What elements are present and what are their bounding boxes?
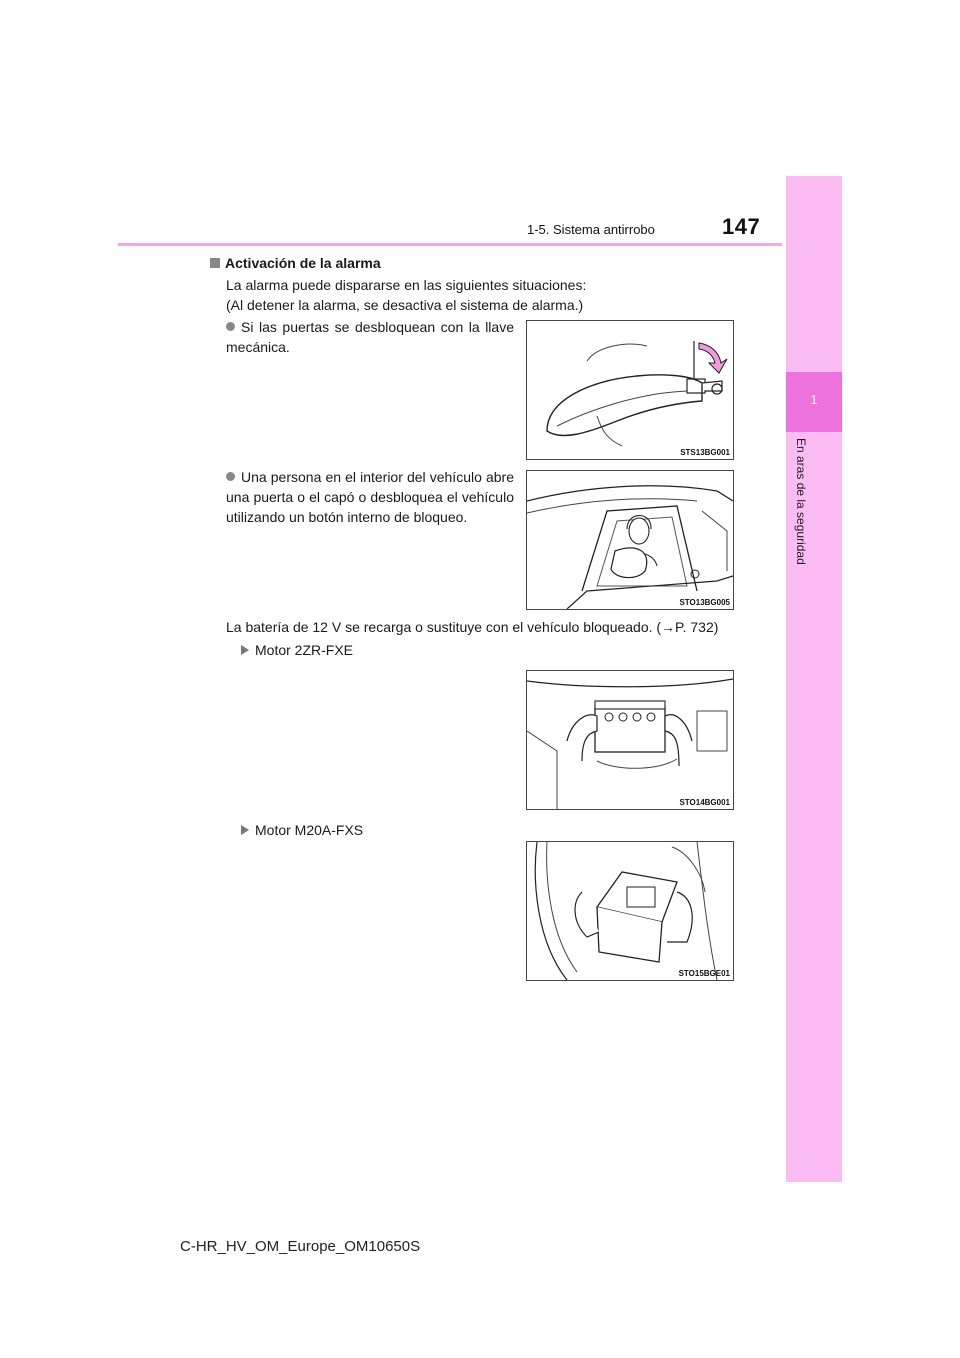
figure-battery-2zr (526, 670, 734, 810)
footer-document-code: C-HR_HV_OM_Europe_OM10650S (180, 1238, 421, 1255)
figure-caption: STS13BG001 (680, 448, 730, 457)
figure-door-handle-key (526, 320, 734, 460)
header-rule (118, 243, 782, 246)
alarm-activation-heading: Activación de la alarma (210, 253, 381, 273)
figure-caption: STO15BGE01 (678, 969, 730, 978)
triangle-bullet-icon (241, 645, 249, 655)
circle-bullet-icon (226, 322, 235, 331)
circle-bullet-icon (226, 472, 235, 481)
figure-person-in-vehicle (526, 470, 734, 610)
chapter-side-tab (786, 176, 842, 1182)
bullet-battery: La batería de 12 V se recarga o sustituye con el vehículo bloqueado. (→P. 732) (226, 619, 719, 635)
page-number: 147 (722, 214, 761, 239)
sub-item-2zr: Motor 2ZR-FXE (241, 640, 353, 660)
vehicle-interior-illustration (527, 471, 733, 609)
chapter-title: En aras de la seguridad (794, 438, 808, 565)
door-handle-illustration (527, 321, 733, 459)
bullet-interior-unlock: Una persona en el interior del vehículo abre una puerta o el capó o desbloquea el vehículo utilizando un botón interno de bloqueo. (226, 469, 514, 525)
chapter-number: 1 (810, 392, 818, 407)
bullet-mechanical-key: Si las puertas se desbloquean con la llave mecánica. (226, 319, 514, 355)
figure-caption: STO14BG001 (679, 798, 730, 807)
battery-illustration (527, 842, 733, 980)
intro-paragraph: La alarma puede dispararse en las siguientes situaciones: (Al detener la alarma, se desactiva el sistema de alarma.) (226, 277, 587, 313)
figure-caption: STO13BG005 (679, 598, 730, 607)
sub-item-m20a: Motor M20A-FXS (241, 820, 363, 840)
section-title: 1-5. Sistema antirrobo (527, 222, 655, 237)
square-bullet-icon (210, 258, 220, 268)
triangle-bullet-icon (241, 825, 249, 835)
figure-battery-m20a (526, 841, 734, 981)
battery-illustration (527, 671, 733, 809)
